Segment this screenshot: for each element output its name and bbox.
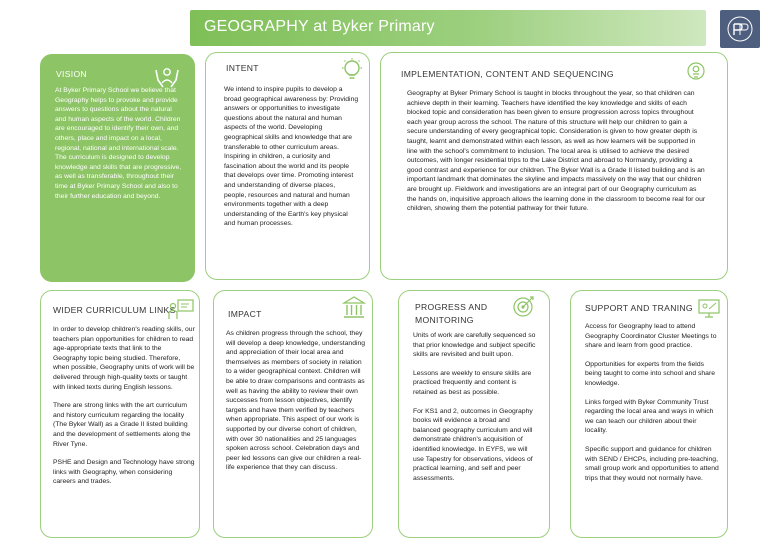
wider-text [53,325,195,496]
support-paragraph: Links forged with Byker Community Trust regarding the local area and ways in which we can teach our children about their locality. [585,398,714,435]
implementation-heading: IMPLEMENTATION, CONTENT AND SEQUENCING [401,69,614,79]
wider-paragraph: In order to develop children's reading skills, our teachers plan opportunities for children to read age-appropriate texts that link to the Geography topic being studied. Therefore, when possible, Geography units of work will be delivered through high-quality texts or taught with linked texts during English lessons. [53,326,195,391]
support-paragraph: Specific support and guidance for children with SEND / EHCPs, including pre-teaching, small group work and opportunities to attend trips that they would not normally have. [585,445,719,482]
progress-heading-line2: MONITORING [415,315,474,325]
intent-panel [205,52,370,280]
implementation-text: Geography at Byker Primary School is taught in blocks throughout the year, so that children can achieve depth in their learning. Teachers have identified the key knowledge and skills of each blocked topic and consideration has been given to ensure progression across topics throughout each year group across the school. The nature of this structure will help our children to gain a secure understanding of every geographical topic. Consideration is given to how greater depth is taught, learnt and demonstrated within each lesson, as well as how learners will be supported in line with the school's commitment to inclusion. The local area is utilised to achieve the desired outcomes, with longer residential trips to the Lake District and abroad to Normandy, providing a good contrast and experience for our children. The Byker Wall is a Grade II listed building and is an important landmark that dominates the skyline and impacts massively on the way that our children are brought up. Fieldwork and investigations are an integral part of our Geography curriculum as the hands on, inquisitive approach allows the learning done in the classroom to become real for our children, showing them the potential pathway for their future. [407,90,706,213]
teacher-board-icon [167,297,195,323]
lightbulb-icon [340,57,364,83]
support-heading: SUPPORT AND TRANING [585,303,693,313]
pillar-building-icon [342,295,366,321]
progress-paragraph: Units of work are carefully sequenced so that prior knowledge and subject specific skills are revisited and built upon. [413,332,536,359]
vision-heading: VISION [56,69,87,79]
intent-heading: INTENT [226,63,259,73]
school-logo [720,10,760,48]
wider-heading: WIDER CURRICULUM LINKS [53,305,176,315]
wider-paragraph: There are strong links with the art curriculum and history curriculum regarding the locality (The Byker Wall) as a Grade II listed building and the development of settlements along the River Tyne. [53,402,191,448]
lightbulb-pin-icon [685,61,707,85]
support-paragraph: Access for Geography lead to attend Geography Coordinator Cluster Meetings to share and learn from good practice. [585,323,717,350]
progress-panel [398,290,550,538]
wider-paragraph: PSHE and Design and Technology have strong links with Geography, when considering careers and trades. [53,459,195,486]
target-icon [511,293,537,319]
progress-heading-line1: PROGRESS AND [415,302,488,312]
progress-paragraph: Lessons are weekly to ensure skills are practiced frequently and content is retained as best as possible. [413,369,532,396]
impact-text: As children progress through the school, they will develop a deep knowledge, understanding and appreciation of their local area and themselves as members of society in relation to a wider geographical context. Children will be able to draw comparisons and contrasts as well as having the ability to review their own successes from lesson objectives, identify targets and have them verified by teachers when appropriate. This aspect of our work is supported by our diverse cohort of children, with over 30 nationalities and 25 languages spoken across school. Celebration days and peer led lessons can give our children a real-life experience that they can discuss. [226,330,366,472]
vision-text: At Byker Primary School we believe that Geography helps to provoke and provide answers to questions about the natural and human aspects of the world. Children are encouraged to identify their own, and others, place and impact on a local, regional, national and international scale. The curriculum is designed to develop knowledge and skills that are progressive, as well as transferable, throughout their time at Byker Primary School and also to their further education and beyond. [55,87,182,200]
progress-text [413,331,539,492]
impact-heading: IMPACT [228,309,262,319]
presentation-screen-icon [697,297,721,319]
support-text [585,322,719,492]
support-paragraph: Opportunities for experts from the fields being taught to come into school and share knowledge. [585,360,715,387]
title-banner [190,10,706,46]
progress-heading [415,301,487,327]
impact-panel [213,290,373,538]
support-panel [570,290,728,538]
implementation-panel [380,52,728,280]
intent-text: We intend to inspire pupils to develop a broad geographical awareness by: Providing answers or opportunities to investigate questions about the natural and human aspects of the world. Developing geographical skills and knowledge that are transferable to other curriculum areas. Inspiring in children, a curiosity and fascination about the world and its people that develops over time. Promoting interest and understanding of diverse places, people, resources and natural and human environments together with a deep understanding of the Earth's key physical and human processes. [224,86,359,228]
page-title: GEOGRAPHY at Byker Primary [204,18,435,35]
vision-panel [40,54,195,282]
progress-paragraph: For KS1 and 2, outcomes in Geography books will evidence a broad and balanced geography curriculum and will demonstrate children's acquisition of identified knowledge. In EYFS, we will use Tapestry for observations, videos of practical learning, and self and peer assessments. [413,407,533,482]
wider-curriculum-panel [40,290,200,538]
